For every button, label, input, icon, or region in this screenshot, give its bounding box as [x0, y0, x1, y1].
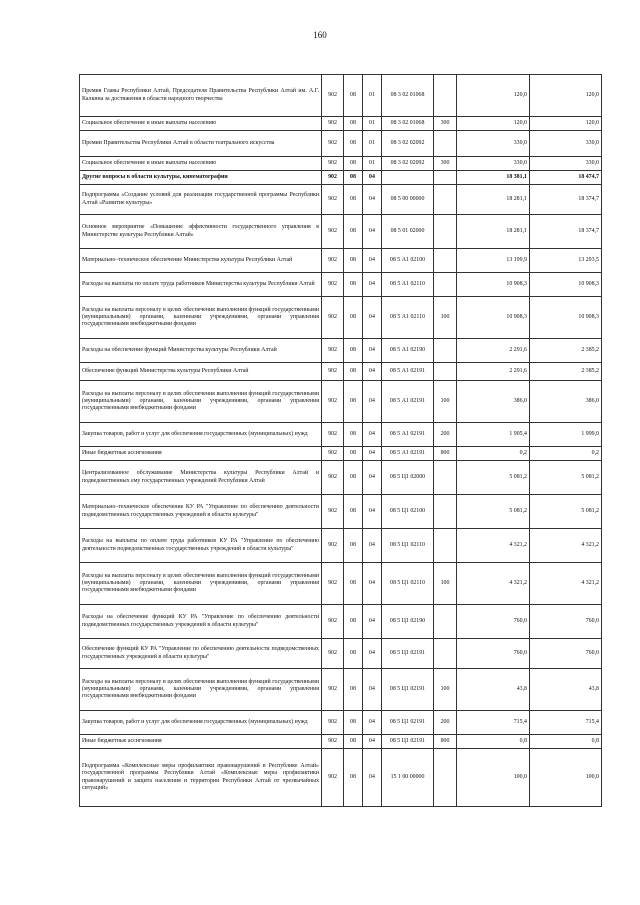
- row-sum-year1: 10 908,3: [457, 273, 530, 297]
- row-expense-type: [434, 749, 457, 807]
- row-section: 08: [344, 339, 363, 363]
- row-sum-year1: 4 321,2: [457, 563, 530, 605]
- row-expense-type: 100: [434, 669, 457, 711]
- row-target-article: 08 5 01 02000: [382, 215, 434, 249]
- row-sum-year1: 43,8: [457, 669, 530, 711]
- table-row: [80, 185, 602, 215]
- row-sum-year2: 760,0: [530, 639, 602, 669]
- row-expense-type: [434, 273, 457, 297]
- table-row: [80, 363, 602, 381]
- row-ved: 902: [322, 461, 344, 495]
- row-subsection: 04: [363, 711, 382, 735]
- row-name: Подпрограмма «Создание условий для реализации государственной программы Республики Алтай «Развитие культуры»: [80, 185, 322, 215]
- row-name: Обеспечение функций Министерства культуры Республики Алтай: [80, 363, 322, 381]
- row-target-article: 08 5 А1 02110: [382, 273, 434, 297]
- row-subsection: 01: [363, 75, 382, 117]
- row-name: Расходы на обеспечение функций Министерства культуры Республики Алтай: [80, 339, 322, 363]
- row-name: Премия Главы Республики Алтай, Председателя Правительства Республики Алтай им. А.Г. Калкина за достижения в области народного творчества: [80, 75, 322, 117]
- row-name: Социальное обеспечение и иные выплаты населению: [80, 117, 322, 131]
- table-row: [80, 461, 602, 495]
- row-sum-year1: 715,4: [457, 711, 530, 735]
- row-sum-year1: 13 199,9: [457, 249, 530, 273]
- row-ved: 902: [322, 273, 344, 297]
- table-row: [80, 639, 602, 669]
- row-ved: 902: [322, 215, 344, 249]
- row-sum-year2: 2 385,2: [530, 339, 602, 363]
- table-row: [80, 749, 602, 807]
- row-target-article: 08 5 А1 02191: [382, 423, 434, 447]
- row-sum-year2: 18 374,7: [530, 185, 602, 215]
- table-row: [80, 157, 602, 171]
- row-target-article: [382, 171, 434, 185]
- row-section: 08: [344, 297, 363, 339]
- row-target-article: 08 5 Ц1 02191: [382, 669, 434, 711]
- table-row: [80, 495, 602, 529]
- row-sum-year2: 13 293,5: [530, 249, 602, 273]
- row-ved: 902: [322, 171, 344, 185]
- row-sum-year1: 18 281,1: [457, 215, 530, 249]
- row-section: 08: [344, 423, 363, 447]
- row-ved: 902: [322, 339, 344, 363]
- row-expense-type: [434, 605, 457, 639]
- row-name: Материально–техническое обеспечение Министерства культуры Республики Алтай: [80, 249, 322, 273]
- row-target-article: 08 5 А1 02191: [382, 381, 434, 423]
- row-expense-type: [434, 131, 457, 157]
- row-sum-year2: 5 081,2: [530, 495, 602, 529]
- row-name: Социальное обеспечение и иные выплаты населению: [80, 157, 322, 171]
- row-ved: 902: [322, 711, 344, 735]
- row-target-article: 08 5 А1 02191: [382, 447, 434, 461]
- row-subsection: 04: [363, 605, 382, 639]
- row-sum-year2: 0,8: [530, 735, 602, 749]
- row-target-article: 08 3 02 01068: [382, 75, 434, 117]
- row-sum-year2: 18 374,7: [530, 215, 602, 249]
- row-subsection: 04: [363, 185, 382, 215]
- row-name: Расходы на выплаты персоналу в целях обеспечения выполнения функций государственными (муниципальными) органами, казенными учреждениями, органами управления государственными внебюджетными фондами: [80, 381, 322, 423]
- row-name: Расходы на выплаты по оплате труда работников Министерства культуры Республики Алтай: [80, 273, 322, 297]
- row-expense-type: [434, 249, 457, 273]
- row-name: Иные бюджетные ассигнования: [80, 447, 322, 461]
- row-subsection: 01: [363, 157, 382, 171]
- row-target-article: 08 5 Ц1 02000: [382, 461, 434, 495]
- row-sum-year1: 2 291,6: [457, 339, 530, 363]
- row-name: Расходы на выплаты персоналу в целях обеспечения выполнения функций государственными (муниципальными) органами, казенными учреждениями, органами управления государственными внебюджетными фондами: [80, 297, 322, 339]
- row-sum-year1: 386,0: [457, 381, 530, 423]
- row-section: 08: [344, 117, 363, 131]
- page-number: 160: [313, 30, 327, 40]
- row-subsection: 04: [363, 669, 382, 711]
- row-ved: 902: [322, 117, 344, 131]
- row-ved: 902: [322, 131, 344, 157]
- row-expense-type: [434, 461, 457, 495]
- row-section: 08: [344, 669, 363, 711]
- table-row: [80, 117, 602, 131]
- row-sum-year2: 760,0: [530, 605, 602, 639]
- row-target-article: 08 5 00 00000: [382, 185, 434, 215]
- row-sum-year2: 120,0: [530, 117, 602, 131]
- row-section: 08: [344, 447, 363, 461]
- row-subsection: 04: [363, 529, 382, 563]
- row-ved: 902: [322, 423, 344, 447]
- row-sum-year2: 100,0: [530, 749, 602, 807]
- row-sum-year2: 330,0: [530, 157, 602, 171]
- row-expense-type: 800: [434, 447, 457, 461]
- row-sum-year1: 760,0: [457, 605, 530, 639]
- row-sum-year1: 4 321,2: [457, 529, 530, 563]
- row-subsection: 04: [363, 215, 382, 249]
- row-ved: 902: [322, 735, 344, 749]
- row-expense-type: 300: [434, 117, 457, 131]
- row-sum-year2: 43,8: [530, 669, 602, 711]
- row-subsection: 04: [363, 735, 382, 749]
- row-sum-year2: 1 999,0: [530, 423, 602, 447]
- row-subsection: 04: [363, 495, 382, 529]
- row-name: Закупка товаров, работ и услуг для обеспечения государственных (муниципальных) нужд: [80, 423, 322, 447]
- row-name: Расходы на выплаты персоналу в целях обеспечения выполнения функций государственными (муниципальными) органами, казенными учреждениями, органами управления государственными внебюджетными фондами: [80, 563, 322, 605]
- row-target-article: 08 3 02 02092: [382, 157, 434, 171]
- row-subsection: 04: [363, 273, 382, 297]
- row-target-article: 15 1 00 00000: [382, 749, 434, 807]
- row-ved: 902: [322, 157, 344, 171]
- row-ved: 902: [322, 297, 344, 339]
- row-expense-type: 100: [434, 297, 457, 339]
- row-target-article: 08 5 А1 02190: [382, 339, 434, 363]
- row-sum-year2: 386,0: [530, 381, 602, 423]
- row-ved: 902: [322, 605, 344, 639]
- row-subsection: 04: [363, 363, 382, 381]
- row-section: 08: [344, 363, 363, 381]
- row-ved: 902: [322, 381, 344, 423]
- row-expense-type: [434, 639, 457, 669]
- table-row: [80, 249, 602, 273]
- row-section: 08: [344, 563, 363, 605]
- row-target-article: 08 5 Ц1 02191: [382, 711, 434, 735]
- row-expense-type: [434, 529, 457, 563]
- row-sum-year2: 5 081,2: [530, 461, 602, 495]
- row-ved: 902: [322, 749, 344, 807]
- row-sum-year2: 10 908,3: [530, 273, 602, 297]
- row-subsection: 04: [363, 249, 382, 273]
- row-sum-year1: 5 081,2: [457, 495, 530, 529]
- row-subsection: 04: [363, 461, 382, 495]
- row-subsection: 01: [363, 131, 382, 157]
- row-section: 08: [344, 495, 363, 529]
- row-expense-type: 300: [434, 157, 457, 171]
- row-expense-type: [434, 215, 457, 249]
- row-sum-year1: 760,0: [457, 639, 530, 669]
- table-row: [80, 735, 602, 749]
- row-sum-year2: 120,0: [530, 75, 602, 117]
- row-section: 08: [344, 75, 363, 117]
- row-expense-type: [434, 185, 457, 215]
- row-section: 08: [344, 639, 363, 669]
- row-subsection: 04: [363, 447, 382, 461]
- row-target-article: 08 5 А1 02100: [382, 249, 434, 273]
- row-ved: 902: [322, 529, 344, 563]
- row-target-article: 08 5 Ц1 02100: [382, 495, 434, 529]
- table-row: [80, 529, 602, 563]
- table-row: [80, 447, 602, 461]
- row-section: 08: [344, 529, 363, 563]
- row-section: 08: [344, 157, 363, 171]
- table-row: [80, 339, 602, 363]
- table-row: [80, 563, 602, 605]
- row-sum-year1: 10 908,3: [457, 297, 530, 339]
- row-target-article: 08 5 Ц1 02110: [382, 529, 434, 563]
- table-row: [80, 297, 602, 339]
- row-ved: 902: [322, 495, 344, 529]
- row-name: Расходы на выплаты персоналу в целях обеспечения выполнения функций государственными (муниципальными) органами, казенными учреждениями, органами управления государственными внебюджетными фондами: [80, 669, 322, 711]
- row-name: Материально–техническое обеспечение КУ РА "Управление по обеспечению деятельности подведомственных государственных учреждений в области культуры": [80, 495, 322, 529]
- row-name: Премии Правительства Республики Алтай в области театрального искусства: [80, 131, 322, 157]
- row-target-article: 08 5 Ц1 02110: [382, 563, 434, 605]
- budget-table: [79, 74, 602, 807]
- row-expense-type: [434, 495, 457, 529]
- row-expense-type: 800: [434, 735, 457, 749]
- row-section: 08: [344, 249, 363, 273]
- row-ved: 902: [322, 363, 344, 381]
- row-expense-type: 100: [434, 563, 457, 605]
- row-sum-year1: 120,0: [457, 117, 530, 131]
- row-section: 08: [344, 605, 363, 639]
- table-row: [80, 131, 602, 157]
- row-section: 08: [344, 749, 363, 807]
- row-subsection: 04: [363, 749, 382, 807]
- row-name: Иные бюджетные ассигнования: [80, 735, 322, 749]
- row-name: Подпрограмма «Комплексные меры профилактики правонарушений в Республике Алтай» государственной программы Республики Алтай «Комплексные меры профилактики правонарушений и защита населения и территории Республики Алтай от чрезвычайных ситуаций»: [80, 749, 322, 807]
- row-section: 08: [344, 735, 363, 749]
- row-target-article: 08 3 02 02092: [382, 131, 434, 157]
- row-name: Закупка товаров, работ и услуг для обеспечения государственных (муниципальных) нужд: [80, 711, 322, 735]
- row-section: 08: [344, 273, 363, 297]
- row-section: 08: [344, 131, 363, 157]
- row-ved: 902: [322, 249, 344, 273]
- row-subsection: 04: [363, 639, 382, 669]
- row-subsection: 04: [363, 297, 382, 339]
- row-sum-year1: 120,0: [457, 75, 530, 117]
- row-sum-year2: 715,4: [530, 711, 602, 735]
- row-ved: 902: [322, 447, 344, 461]
- row-target-article: 08 5 А1 02191: [382, 363, 434, 381]
- row-section: 08: [344, 185, 363, 215]
- table-row: [80, 381, 602, 423]
- row-ved: 902: [322, 75, 344, 117]
- row-ved: 902: [322, 639, 344, 669]
- row-subsection: 04: [363, 171, 382, 185]
- table-row: [80, 711, 602, 735]
- row-section: 08: [344, 215, 363, 249]
- row-target-article: 08 5 А1 02110: [382, 297, 434, 339]
- table-row: [80, 215, 602, 249]
- row-target-article: 08 3 02 01068: [382, 117, 434, 131]
- row-expense-type: [434, 363, 457, 381]
- row-name: Обеспечение функций КУ РА "Управление по обеспечению деятельности подведомственных государственных учреждений в области культуры": [80, 639, 322, 669]
- row-subsection: 04: [363, 423, 382, 447]
- row-sum-year1: 18 281,1: [457, 185, 530, 215]
- row-sum-year2: 0,2: [530, 447, 602, 461]
- row-sum-year2: 4 321,2: [530, 529, 602, 563]
- row-sum-year1: 1 905,4: [457, 423, 530, 447]
- row-expense-type: [434, 171, 457, 185]
- row-subsection: 04: [363, 381, 382, 423]
- row-sum-year2: 10 908,3: [530, 297, 602, 339]
- row-sum-year1: 100,0: [457, 749, 530, 807]
- row-sum-year2: 2 385,2: [530, 363, 602, 381]
- row-expense-type: 100: [434, 381, 457, 423]
- row-name: Централизованное обслуживание Министерства культуры Республики Алтай и подведомственных ему государственных учреждений Республики Алтай: [80, 461, 322, 495]
- row-sum-year1: 330,0: [457, 157, 530, 171]
- row-sum-year2: 4 321,2: [530, 563, 602, 605]
- row-target-article: 08 5 Ц1 02191: [382, 639, 434, 669]
- table-row: [80, 669, 602, 711]
- row-section: 08: [344, 381, 363, 423]
- row-sum-year1: 0,2: [457, 447, 530, 461]
- row-name: Другие вопросы в области культуры, кинематографии: [80, 171, 322, 185]
- row-section: 08: [344, 711, 363, 735]
- row-expense-type: 200: [434, 423, 457, 447]
- row-ved: 902: [322, 669, 344, 711]
- row-section: 08: [344, 461, 363, 495]
- row-sum-year1: 5 081,2: [457, 461, 530, 495]
- row-expense-type: 200: [434, 711, 457, 735]
- row-name: Расходы на выплаты по оплате труда работников КУ РА "Управление по обеспечению деятельности подведомственных государственных учреждений в области культуры": [80, 529, 322, 563]
- row-subsection: 04: [363, 563, 382, 605]
- row-expense-type: [434, 75, 457, 117]
- table-body: [80, 75, 602, 807]
- row-sum-year1: 0,8: [457, 735, 530, 749]
- row-target-article: 08 5 Ц1 02190: [382, 605, 434, 639]
- row-expense-type: [434, 339, 457, 363]
- row-sum-year1: 18 381,1: [457, 171, 530, 185]
- table-row: [80, 605, 602, 639]
- row-subsection: 04: [363, 339, 382, 363]
- table-row: [80, 423, 602, 447]
- row-sum-year2: 330,0: [530, 131, 602, 157]
- row-ved: 902: [322, 185, 344, 215]
- table-row: [80, 273, 602, 297]
- row-name: Основное мероприятие «Повышение эффективности государственного управления в Министерстве культуры Республики Алтай»: [80, 215, 322, 249]
- row-sum-year2: 18 474,7: [530, 171, 602, 185]
- row-ved: 902: [322, 563, 344, 605]
- row-name: Расходы на обеспечение функций КУ РА "Управление по обеспечению деятельности подведомственных государственных учреждений в области культуры": [80, 605, 322, 639]
- row-sum-year1: 330,0: [457, 131, 530, 157]
- row-sum-year1: 2 291,6: [457, 363, 530, 381]
- table-row: [80, 171, 602, 185]
- row-section: 08: [344, 171, 363, 185]
- row-subsection: 01: [363, 117, 382, 131]
- table-row: [80, 75, 602, 117]
- row-target-article: 08 5 Ц1 02191: [382, 735, 434, 749]
